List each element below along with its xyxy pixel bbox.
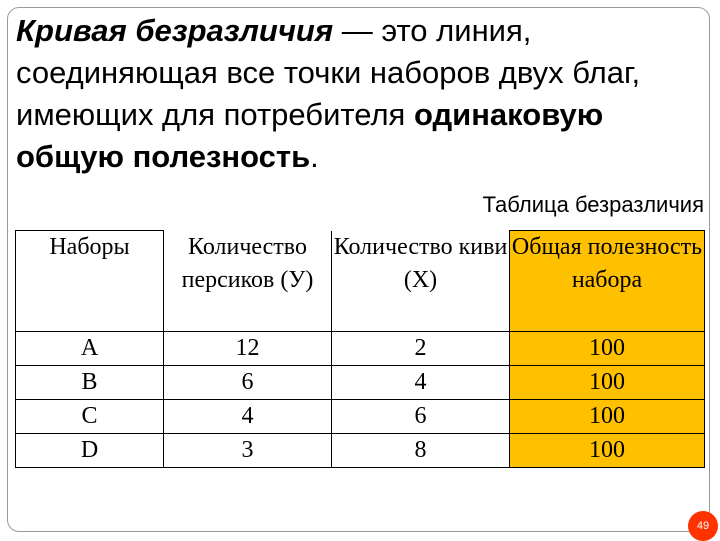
cell-utility: 100 xyxy=(510,366,705,400)
definition-body: — это линия, соединяющая все точки наборов двух благ, имеющих для потребителя xyxy=(16,13,641,132)
table-row xyxy=(16,332,705,366)
table-caption: Таблица безразличия xyxy=(482,192,704,217)
cell-set: B xyxy=(16,366,164,400)
cell-kiwi: 8 xyxy=(332,434,510,468)
definition-emphasis: одинаковую общую полезность xyxy=(16,97,604,174)
cell-utility: 100 xyxy=(510,332,705,366)
cell-kiwi: 4 xyxy=(332,366,510,400)
cell-peaches: 4 xyxy=(164,400,332,434)
definition-text xyxy=(16,10,706,178)
header-sets: Наборы xyxy=(16,231,164,332)
cell-peaches: 12 xyxy=(164,332,332,366)
slide-number-badge: 49 xyxy=(688,511,718,541)
cell-kiwi: 2 xyxy=(332,332,510,366)
cell-utility: 100 xyxy=(510,400,705,434)
cell-peaches: 6 xyxy=(164,366,332,400)
table-row xyxy=(16,434,705,468)
table-header-row xyxy=(16,231,705,332)
cell-kiwi: 6 xyxy=(332,400,510,434)
definition-term: Кривая безразличия xyxy=(16,13,334,48)
cell-utility: 100 xyxy=(510,434,705,468)
indifference-table xyxy=(15,230,705,468)
cell-set: C xyxy=(16,400,164,434)
cell-set: D xyxy=(16,434,164,468)
table-row xyxy=(16,400,705,434)
header-kiwi: Количество киви (Х) xyxy=(332,231,510,332)
header-utility: Общая полезность набора xyxy=(510,231,705,332)
cell-peaches: 3 xyxy=(164,434,332,468)
table-row xyxy=(16,366,705,400)
header-peaches: Количество персиков (У) xyxy=(164,231,332,332)
cell-set: A xyxy=(16,332,164,366)
definition-end: . xyxy=(310,139,319,174)
